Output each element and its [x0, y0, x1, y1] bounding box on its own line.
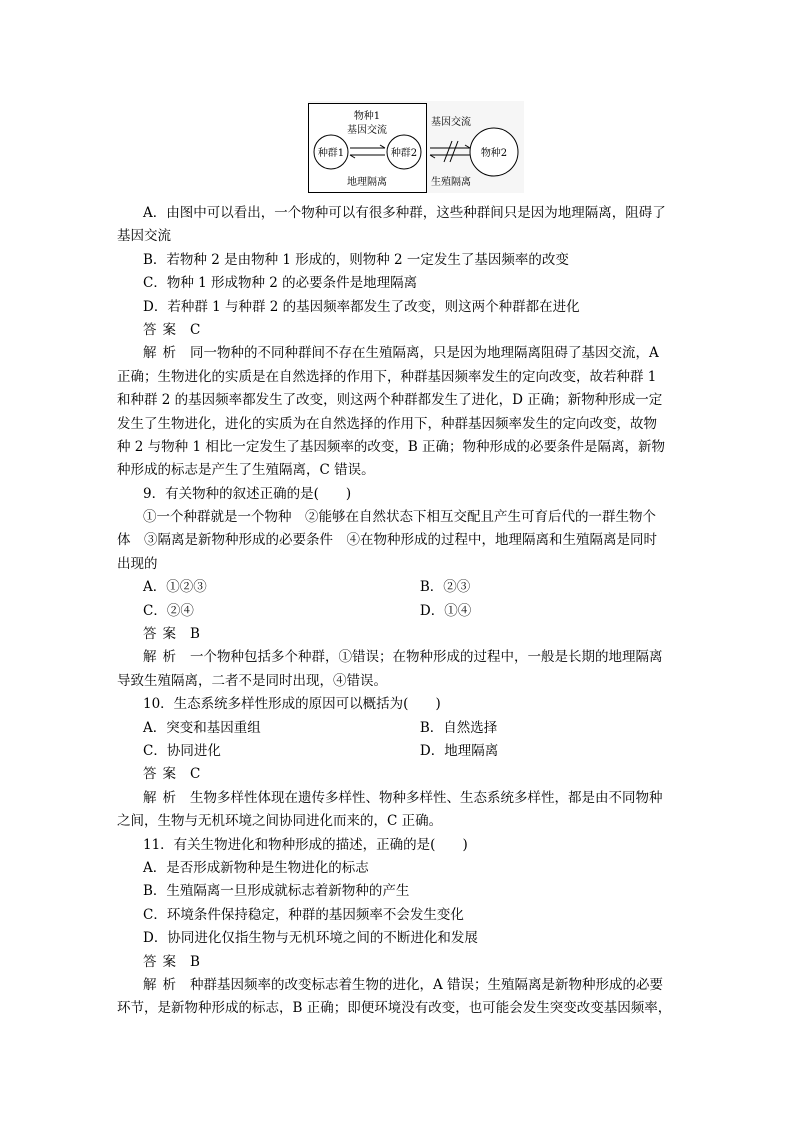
q11-answer	[117, 951, 677, 974]
geographic-isolation-label: 地理隔离	[347, 177, 387, 188]
box-gene-flow-label: 基因交流	[347, 125, 387, 136]
q9-answer	[117, 623, 677, 646]
q10-answer	[117, 763, 677, 786]
population2-label: 种群2	[390, 148, 418, 159]
answer-label: 答案	[143, 626, 182, 643]
q8-analysis-line3: 和种群 2 的基因频率都发生了改变，则这两个种群都发生了进化，D 正确；新物种形成一定	[117, 392, 663, 409]
q10-analysis-line2: 之间，生物与无机环境之间协同进化而来的，C 正确。	[117, 813, 443, 830]
q10-option-b: B．自然选择	[419, 719, 498, 736]
q8-option-b: B．若物种 2 是由物种 1 形成的，则物种 2 一定发生了基因频率的改变	[143, 251, 569, 268]
q10-option-a: A．突变和基因重组	[143, 719, 261, 736]
q11-stem: 11．有关生物进化和物种形成的描述，正确的是( )	[143, 836, 468, 853]
analysis-text: 种群基因频率的改变标志着生物的进化，A 错误；生殖隔离是新物种形成的必要	[190, 976, 664, 993]
q9-analysis-line2: 导致生殖隔离，二者不是同时出现，④错误。	[117, 672, 387, 689]
q9-option-c: C．②④	[143, 602, 194, 619]
outside-gene-flow-label: 基因交流	[431, 117, 471, 128]
analysis-text: 生物多样性体现在遗传多样性、物种多样性、生态系统多样性，都是由不同物种	[190, 789, 663, 806]
q10-option-c: C．协同进化	[143, 742, 221, 759]
q10-stem: 10．生态系统多样性形成的原因可以概括为( )	[143, 696, 441, 713]
answer-label: 答案	[143, 321, 182, 338]
answer-label: 答案	[143, 766, 182, 783]
q11-option-b: B．生殖隔离一旦形成就标志着新物种的产生	[143, 883, 410, 900]
q9-option-a: A．①②③	[143, 579, 207, 596]
q11-option-d: D．协同进化仅指生物与无机环境之间的不断进化和发展	[143, 930, 478, 947]
answer-value: B	[190, 953, 200, 970]
population1-label: 种群1	[317, 148, 345, 159]
q10-option-d: D．地理隔离	[419, 742, 499, 759]
analysis-label: 解析	[143, 789, 182, 806]
q9-stem: 9．有关物种的叙述正确的是( )	[143, 485, 352, 502]
species1-label: 物种1	[353, 111, 381, 122]
analysis-label: 解析	[143, 649, 182, 666]
q10-options-row1	[117, 717, 677, 740]
q11-option-c: C．环境条件保持稳定，种群的基因频率不会发生变化	[143, 906, 464, 923]
q8-analysis-line6: 种形成的标志是产生了生殖隔离，C 错误。	[117, 462, 375, 479]
q10-analysis-line1	[117, 787, 677, 810]
q8-analysis-line1	[117, 342, 677, 365]
q8-option-a-line2: 基因交流	[117, 228, 171, 245]
speciation-diagram	[308, 100, 524, 194]
analysis-text: 一个物种包括多个种群，①错误；在物种形成的过程中，一般是长期的地理隔离	[190, 649, 663, 666]
q8-analysis-line5: 种 2 与物种 1 相比一定发生了基因频率的改变，B 正确；物种形成的必要条件是隔离，新物	[117, 438, 666, 455]
q9-options-row2	[117, 600, 677, 623]
q9-option-b: B．②③	[419, 579, 471, 596]
analysis-label: 解析	[143, 976, 182, 993]
answer-value: B	[190, 626, 200, 643]
speciation-diagram-svg	[308, 100, 524, 194]
q9-option-d: D．①④	[419, 602, 472, 619]
answer-value: C	[190, 321, 201, 338]
q9-analysis-line1	[117, 646, 677, 669]
q8-analysis-line2: 正确；生物进化的实质是在自然选择的作用下，种群基因频率发生的定向改变，故若种群 1	[117, 368, 657, 385]
q10-options-row2	[117, 740, 677, 763]
q8-answer	[117, 319, 677, 342]
q8-analysis-line4: 发生了生物进化，进化的实质为在自然选择的作用下，种群基因频率发生的定向改变，故物	[117, 415, 657, 432]
q9-statement-line3: 出现的	[117, 555, 158, 572]
q8-option-c: C．物种 1 形成物种 2 的必要条件是地理隔离	[143, 275, 418, 292]
q9-statement-line2: 体 ③隔离是新物种形成的必要条件 ④在物种形成的过程中，地理隔离和生殖隔离是同时	[117, 532, 657, 549]
answer-value: C	[190, 766, 201, 783]
q8-option-d: D．若种群 1 与种群 2 的基因频率都发生了改变，则这两个种群都在进化	[143, 298, 580, 315]
reproductive-isolation-label: 生殖隔离	[431, 177, 471, 188]
question-content	[117, 202, 677, 1021]
species2-label: 物种2	[480, 148, 508, 159]
q9-statement-line1: ①一个种群就是一个物种 ②能够在自然状态下相互交配且产生可育后代的一群生物个	[143, 509, 656, 526]
q11-option-a: A．是否形成新物种是生物进化的标志	[143, 859, 369, 876]
q9-options-row1	[117, 576, 677, 599]
analysis-label: 解析	[143, 345, 182, 362]
q11-analysis-line2: 环节，是新物种形成的标志，B 正确；即便环境没有改变，也可能会发生突变改变基因频率，	[117, 1000, 672, 1017]
q8-option-a-line1: A．由图中可以看出，一个物种可以有很多种群，这些种群间只是因为地理隔离，阻碍了	[143, 205, 666, 221]
q11-analysis-line1	[117, 974, 677, 997]
answer-label: 答案	[143, 953, 182, 970]
analysis-text: 同一物种的不同种群间不存在生殖隔离，只是因为地理隔离阻碍了基因交流，A	[190, 345, 659, 362]
